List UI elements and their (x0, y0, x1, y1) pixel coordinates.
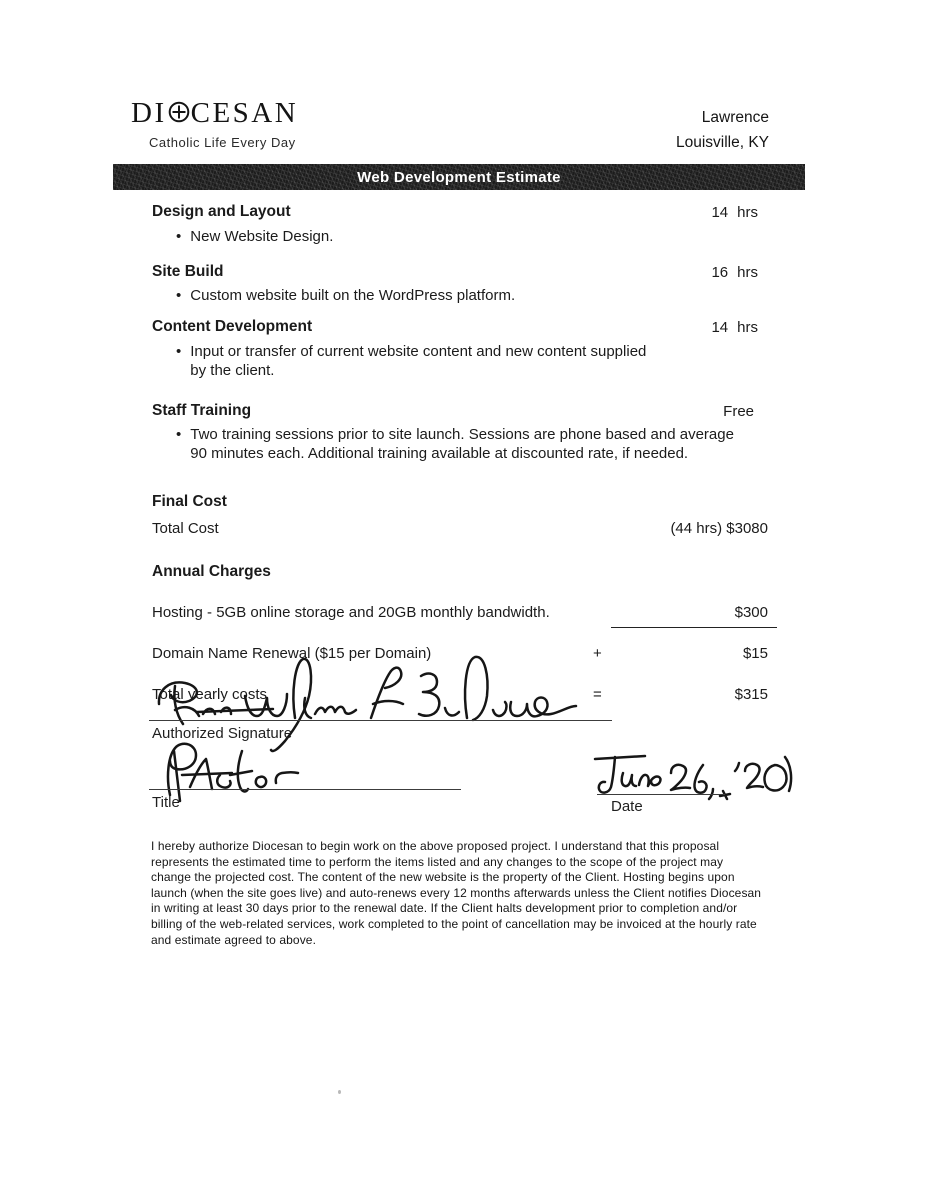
service-title: Content Development (152, 318, 313, 335)
total-cost-value: (44 hrs) $3080 (670, 520, 768, 537)
hours-unit: hrs (737, 319, 758, 336)
bullet-text: Two training sessions prior to site launch. Sessions are phone based and average 90 minutes each. Additional training available at discounted rate, if needed. (190, 426, 734, 462)
hours-amount: Free (723, 403, 754, 420)
bullet-text: New Website Design. (190, 228, 334, 245)
diocesan-logo (131, 96, 298, 131)
bullet-item (176, 286, 768, 305)
bullet-dot: • (176, 426, 182, 443)
sum-rule (611, 627, 777, 628)
charge-label: Hosting - 5GB online storage and 20GB monthly bandwidth. (152, 604, 550, 621)
disclaimer-text: I hereby authorize Diocesan to begin work on the above proposed project. I understand that this proposal represents the estimated time to perform the items listed and any changes to the scope of the project may change the projected cost. The content of the new website is the property of the Client. Hosting begins upon launch (when the site goes live) and auto-renews every 12 months afterwards unless the Client notifies Diocesan in writing at least 30 days prior to the renewal date. If the Client halts development prior to completion and/or billing of the web-related services, work completed to the point of cancellation may be invoiced at the hourly rate and estimate agreed to above. (151, 839, 762, 947)
date-handwriting (587, 741, 805, 801)
signature-line (149, 720, 612, 721)
bullet-item (176, 425, 768, 463)
service-section-training (152, 402, 768, 463)
charge-amount: $300 (734, 604, 768, 621)
date-line (597, 794, 725, 795)
annual-charges-heading: Annual Charges (152, 563, 271, 580)
bullet-dot: • (176, 287, 182, 304)
charge-operator: = (593, 686, 602, 703)
hours-unit: hrs (737, 264, 758, 281)
logo-text-suffix: CESAN (190, 97, 299, 129)
hours-amount: 14 (711, 319, 729, 336)
service-hours (711, 264, 758, 281)
bullet-text: Input or transfer of current website content and new content supplied by the client. (190, 343, 647, 379)
final-cost-heading: Final Cost (152, 493, 227, 510)
recipient-block (676, 105, 769, 155)
bullet-dot: • (176, 343, 182, 360)
annual-charges-section (152, 563, 768, 703)
charge-amount: $15 (742, 645, 768, 662)
service-section-site-build (152, 263, 768, 305)
service-title: Design and Layout (152, 203, 291, 220)
bullet-item (176, 342, 768, 380)
scan-artifact-dot (338, 1090, 341, 1094)
hours-amount: 16 (711, 264, 729, 281)
charge-amount: $315 (734, 686, 768, 703)
charge-label: Total yearly costs (152, 686, 268, 703)
service-title: Site Build (152, 263, 224, 280)
charge-row-hosting (152, 604, 768, 622)
charge-label: Domain Name Renewal ($15 per Domain) (152, 645, 432, 662)
estimate-banner (113, 164, 805, 190)
recipient-name: Lawrence (701, 109, 769, 126)
logo-tagline: Catholic Life Every Day (149, 135, 296, 150)
authorized-signature-label: Authorized Signature (152, 725, 293, 742)
date-label: Date (611, 798, 643, 815)
title-label: Title (152, 794, 180, 811)
recipient-location: Louisville, KY (675, 134, 769, 151)
hours-unit: hrs (737, 204, 758, 221)
service-hours (711, 204, 758, 221)
logo-text-prefix: DI (131, 97, 167, 129)
bullet-dot: • (176, 228, 182, 245)
service-hours (711, 319, 758, 336)
banner-title: Web Development Estimate (357, 168, 561, 186)
hours-amount: 14 (711, 204, 729, 221)
total-cost-label: Total Cost (152, 520, 219, 537)
logo-cross-icon (168, 98, 190, 131)
service-section-content (152, 318, 768, 380)
charge-operator: + (593, 645, 602, 662)
bullet-text: Custom website built on the WordPress platform. (190, 287, 516, 304)
title-line (149, 789, 461, 790)
service-title: Staff Training (152, 402, 252, 419)
final-cost-section (152, 493, 768, 538)
service-hours (723, 403, 763, 420)
bullet-item (176, 227, 768, 246)
service-section-design (152, 203, 768, 246)
